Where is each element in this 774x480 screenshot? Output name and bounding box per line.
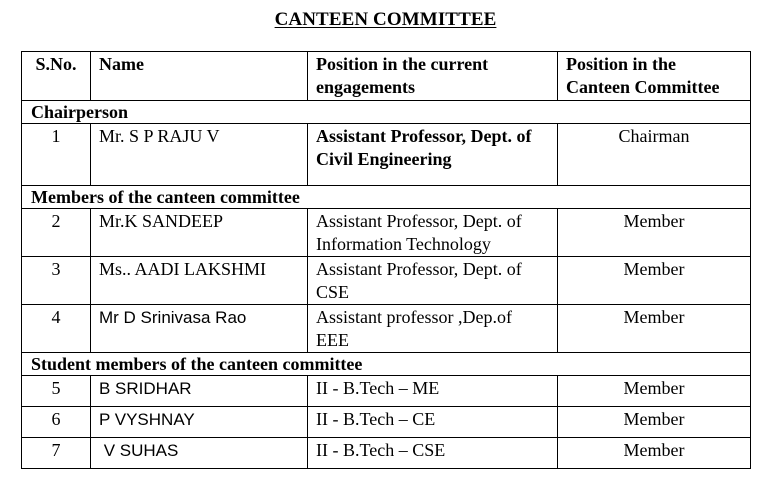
table-row — [22, 305, 751, 353]
row-committee-position: Member — [558, 209, 751, 257]
row-sno: 5 — [22, 376, 91, 407]
row-current-position: Assistant Professor, Dept. of Civil Engineering — [308, 124, 558, 186]
table-row — [22, 407, 751, 438]
row-current-position: Assistant Professor, Dept. of CSE — [308, 257, 558, 305]
table-row — [22, 376, 751, 407]
row-sno: 6 — [22, 407, 91, 438]
row-name: V SUHAS — [91, 438, 308, 469]
row-name: Ms.. AADI LAKSHMI — [91, 257, 308, 305]
header-sno: S.No. — [22, 52, 91, 101]
row-current-position: II - B.Tech – CSE — [308, 438, 558, 469]
row-name: P VYSHNAY — [91, 407, 308, 438]
row-name: B SRIDHAR — [91, 376, 308, 407]
table-row — [22, 257, 751, 305]
row-committee-position: Member — [558, 376, 751, 407]
row-committee-position: Member — [558, 305, 751, 353]
row-current-position: Assistant Professor, Dept. of Information Technology — [308, 209, 558, 257]
row-current-position: II - B.Tech – CE — [308, 407, 558, 438]
row-name: Mr D Srinivasa Rao — [91, 305, 308, 353]
table-row — [22, 438, 751, 469]
table-row — [22, 209, 751, 257]
row-committee-position: Member — [558, 257, 751, 305]
row-sno: 2 — [22, 209, 91, 257]
row-name: Mr. S P RAJU V — [91, 124, 308, 186]
row-sno: 1 — [22, 124, 91, 186]
row-current-position: Assistant professor ,Dep.of EEE — [308, 305, 558, 353]
committee-table — [21, 51, 751, 469]
section-label: Student members of the canteen committee — [22, 353, 751, 376]
document-title: CANTEEN COMMITTEE — [274, 9, 497, 30]
row-current-position: II - B.Tech – ME — [308, 376, 558, 407]
row-sno: 7 — [22, 438, 91, 469]
row-committee-position: Member — [558, 438, 751, 469]
row-sno: 4 — [22, 305, 91, 353]
header-name: Name — [91, 52, 308, 101]
row-name: Mr.K SANDEEP — [91, 209, 308, 257]
header-current-position: Position in the current engagements — [308, 52, 558, 101]
table-header-row — [22, 52, 751, 101]
section-row-members — [22, 186, 751, 209]
section-row-chairperson — [22, 101, 751, 124]
table-row — [22, 124, 751, 186]
row-committee-position: Member — [558, 407, 751, 438]
section-row-students — [22, 353, 751, 376]
row-committee-position: Chairman — [558, 124, 751, 186]
section-label: Members of the canteen committee — [22, 186, 751, 209]
section-label: Chairperson — [22, 101, 751, 124]
header-committee-position: Position in the Canteen Committee — [558, 52, 751, 101]
row-sno: 3 — [22, 257, 91, 305]
